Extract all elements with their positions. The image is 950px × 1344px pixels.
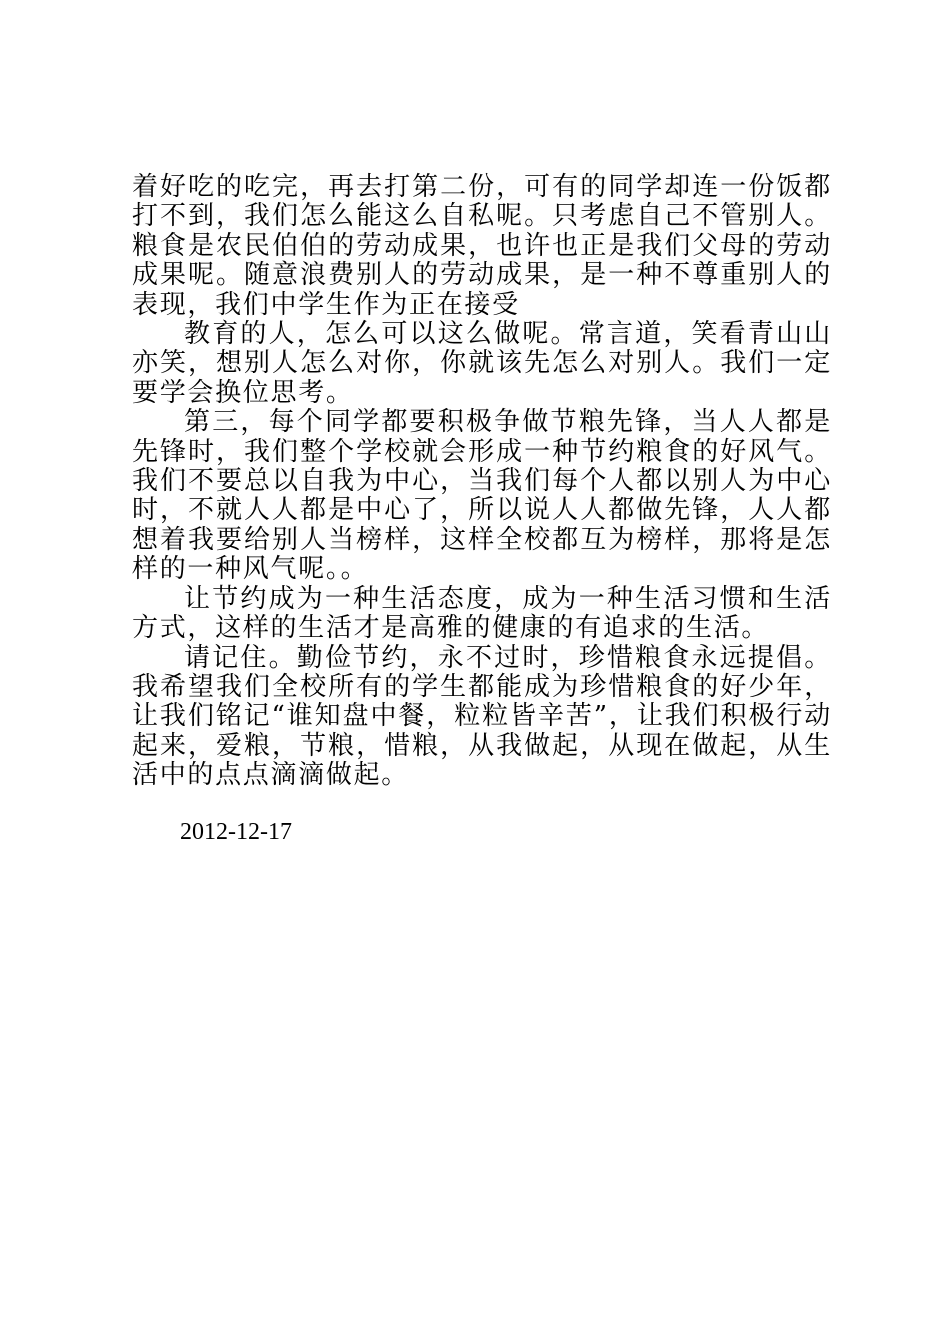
paragraph-third-point: 第三，每个同学都要积极争做节粮先锋，当人人都是先锋时，我们整个学校就会形成一种节约粮食的好风气。我们不要总以自我为中心，当我们每个人都以别人为中心时，不就人人都是中心了，所以说人人都做先锋，人人都想着我要给别人当榜样，这样全校都互为榜样，那将是怎样的一种风气呢。。	[132, 407, 832, 585]
paragraph-education: 教育的人，怎么可以这么做呢。常言道，笑看青山山亦笑，想别人怎么对你，你就该先怎么对别人。我们一定要学会换位思考。	[132, 319, 832, 408]
document-date: 2012-12-17	[180, 819, 292, 845]
document-body	[132, 173, 832, 791]
paragraph-continuation: 着好吃的吃完，再去打第二份，可有的同学却连一份饭都打不到，我们怎么能这么自私呢。只考虑自己不管别人。粮食是农民伯伯的劳动成果，也许也正是我们父母的劳动成果呢。随意浪费别人的劳动成果，是一种不尊重别人的表现，我们中学生作为正在接受	[132, 172, 832, 320]
paragraph-lifestyle: 让节约成为一种生活态度，成为一种生活习惯和生活方式，这样的生活才是高雅的健康的有追求的生活。	[132, 583, 832, 644]
paragraph-conclusion: 请记住。勤俭节约，永不过时，珍惜粮食永远提倡。我希望我们全校所有的学生都能成为珍惜粮食的好少年，让我们铭记“谁知盘中餐，粒粒皆辛苦”，让我们积极行动起来，爱粮，节粮，惜粮，从我做起，从现在做起，从生活中的点点滴滴做起。	[132, 642, 832, 791]
